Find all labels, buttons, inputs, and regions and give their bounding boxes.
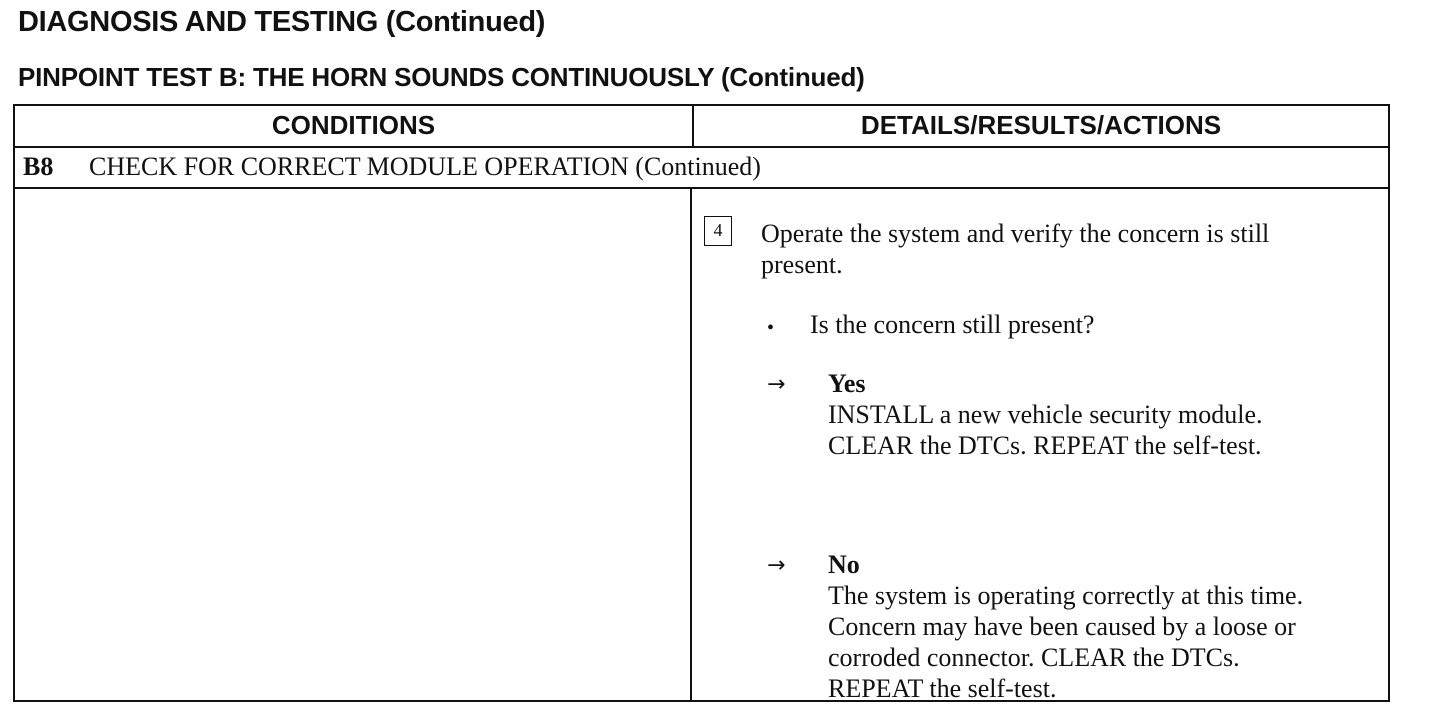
step-title: CHECK FOR CORRECT MODULE OPERATION (Continued)	[89, 152, 761, 181]
no-action-text	[828, 580, 1303, 704]
instruction-line: present.	[761, 250, 843, 279]
no-action-line: corroded connector. CLEAR the DTCs.	[828, 643, 1240, 672]
conditions-column-header: CONDITIONS	[271, 110, 436, 140]
details-column-header: DETAILS/RESULTS/ACTIONS	[860, 110, 1222, 140]
yes-action-line: INSTALL a new vehicle security module.	[828, 400, 1263, 429]
no-label: No	[828, 550, 860, 579]
step-number-box: 4	[704, 216, 732, 246]
right-arrow-icon: →	[767, 372, 786, 397]
bullet-icon: •	[767, 317, 775, 339]
page-heading: DIAGNOSIS AND TESTING (Continued)	[18, 6, 546, 38]
step-id: B8	[23, 152, 54, 181]
no-action-line: REPEAT the self-test.	[828, 674, 1057, 703]
no-action-line: Concern may have been caused by a loose or	[828, 612, 1296, 641]
yes-action-line: CLEAR the DTCs. REPEAT the self-test.	[828, 431, 1262, 460]
no-action-line: The system is operating correctly at this time.	[828, 581, 1304, 610]
instruction-line: Operate the system and verify the concern is still	[761, 219, 1270, 248]
table-header-row	[15, 106, 1388, 148]
right-arrow-icon: →	[767, 553, 786, 578]
yes-action-text	[828, 399, 1262, 461]
step-row	[15, 148, 1388, 189]
question-text: Is the concern still present?	[810, 310, 1095, 339]
column-divider	[690, 189, 692, 700]
pinpoint-test-title: PINPOINT TEST B: THE HORN SOUNDS CONTINUOUSLY (Continued)	[18, 62, 865, 92]
yes-label: Yes	[828, 369, 866, 398]
pinpoint-test-table	[13, 104, 1390, 702]
instruction-text	[761, 218, 1269, 280]
